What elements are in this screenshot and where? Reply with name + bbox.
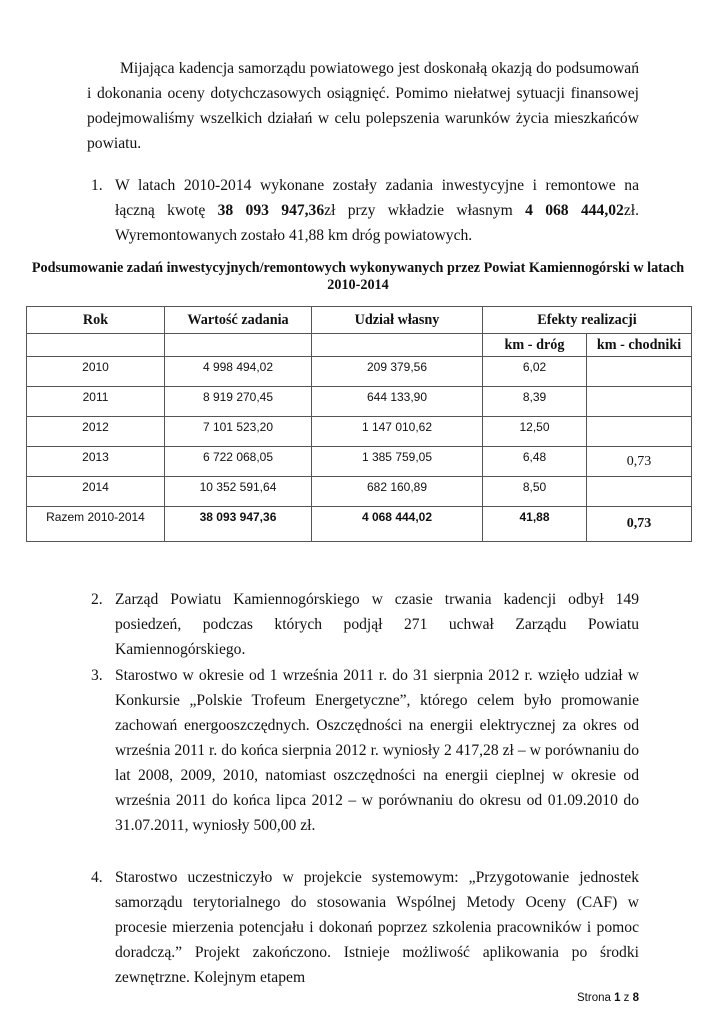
current-page: 1 [614, 992, 621, 1004]
cell-km-chodniki: 0,73 [587, 507, 692, 542]
header-wartosc: Wartość zadania [165, 307, 312, 334]
header-efekty: Efekty realizacji [483, 307, 692, 334]
table-row [27, 447, 692, 477]
cell-km-chodniki [587, 387, 692, 417]
cell-rok: 2010 [27, 357, 165, 387]
list-number: 4. [91, 869, 103, 886]
cell-rok: 2011 [27, 387, 165, 417]
cell-km-chodniki: 0,73 [587, 447, 692, 477]
cell-km-chodniki [587, 357, 692, 387]
cell-udzial: 1 385 759,05 [312, 447, 483, 477]
list-item-text: Zarząd Powiatu Kamiennogórskiego w czasie trwania kadencji odbył 149 posiedzeń, podczas których podjął 271 uchwał Zarządu Powiatu Kamiennogórskiego. [115, 591, 639, 658]
cell-wartosc: 38 093 947,36 [165, 507, 312, 542]
cell-udzial: 209 379,56 [312, 357, 483, 387]
list-item-text: Starostwo uczestniczyło w projekcie systemowym: „Przygotowanie jednostek samorządu terytorialnego do stosowania Wspólnej Metody Oceny (CAF) w procesie mierzenia potencjału i dokonań poprzez szkolenia pracowników i pomoc doradczą.” Projekt zakończono. Istnieje możliwość aplikowania po środki zewnętrzne. Kolejnym etapem [115, 869, 639, 986]
header-km-drog: km - dróg [483, 334, 587, 357]
list-number: 3. [91, 667, 103, 684]
cell-km-chodniki [587, 417, 692, 447]
cell-wartosc: 6 722 068,05 [165, 447, 312, 477]
table-row [27, 387, 692, 417]
cell-wartosc: 10 352 591,64 [165, 477, 312, 507]
cell-wartosc: 4 998 494,02 [165, 357, 312, 387]
cell-km-drog: 6,48 [483, 447, 587, 477]
cell-wartosc: 7 101 523,20 [165, 417, 312, 447]
cell-km-drog: 6,02 [483, 357, 587, 387]
summary-table [26, 306, 692, 542]
list-item-text: W latach 2010-2014 wykonane zostały zadania inwestycyjne i remontowe na łączną kwotę 38 093 947,36zł przy wkładzie własnym 4 068 444,02zł. Wyremontowanych zostało 41,88 km dróg powiatowych. [115, 177, 639, 244]
cell-rok: 2014 [27, 477, 165, 507]
total-value: 38 093 947,36 [217, 202, 325, 219]
list-item-2 [91, 587, 639, 662]
table-subheader-row [27, 334, 692, 357]
intro-paragraph: Mijająca kadencja samorządu powiatowego jest doskonałą okazją do podsumowań i dokonania oceny dotychczasowych osiągnięć. Pomimo niełatwej sytuacji finansowej podejmowaliśmy wszelkich działań w celu polepszenia warunków życia mieszkańców powiatu. [87, 60, 639, 152]
header-udzial: Udział własny [312, 307, 483, 334]
table-row [27, 477, 692, 507]
cell-udzial: 682 160,89 [312, 477, 483, 507]
cell-wartosc: 8 919 270,45 [165, 387, 312, 417]
cell-rok: Razem 2010-2014 [27, 507, 165, 542]
cell-udzial: 1 147 010,62 [312, 417, 483, 447]
table-total-row [27, 507, 692, 542]
list-item-text: Starostwo w okresie od 1 września 2011 r. do 31 sierpnia 2012 r. wzięło udział w Konkursie „Polskie Trofeum Energetyczne”, którego celem było promowanie zachowań energooszczędnych. Oszczędności na energii elektrycznej za okres od września 2011 r. do końca sierpnia 2012 r. wyniosły 2 417,28 zł – w porównaniu do lat 2008, 2009, 2010, natomiast oszczędności na energii cieplnej w okresie od września 2011 do końca lipca 2012 – w porównaniu do okresu od 01.09.2010 do 31.07.2011, wyniosły 500,00 zł. [115, 667, 639, 834]
cell-km-drog: 41,88 [483, 507, 587, 542]
list-item-3 [91, 663, 639, 838]
cell-km-drog: 8,50 [483, 477, 587, 507]
cell-km-drog: 12,50 [483, 417, 587, 447]
header-km-chodniki: km - chodniki [587, 334, 692, 357]
cell-rok: 2012 [27, 417, 165, 447]
cell-km-chodniki [587, 477, 692, 507]
own-contribution-value: 4 068 444,02 [525, 202, 624, 219]
cell-km-drog: 8,39 [483, 387, 587, 417]
total-pages: 8 [632, 992, 640, 1004]
list-item-4 [91, 865, 639, 990]
header-rok: Rok [27, 307, 165, 334]
table-row [27, 357, 692, 387]
table-title: Podsumowanie zadań inwestycyjnych/remontowych wykonywanych przez Powiat Kamiennogórski w latach 2010-2014 [31, 260, 685, 293]
table-header-row [27, 307, 692, 334]
table-row [27, 417, 692, 447]
list-number: 2. [91, 591, 103, 608]
list-item-1 [91, 173, 639, 248]
cell-udzial: 644 133,90 [312, 387, 483, 417]
cell-rok: 2013 [27, 447, 165, 477]
page-footer: Strona 1 z 8 [577, 992, 640, 1004]
cell-udzial: 4 068 444,02 [312, 507, 483, 542]
list-number: 1. [91, 177, 103, 194]
